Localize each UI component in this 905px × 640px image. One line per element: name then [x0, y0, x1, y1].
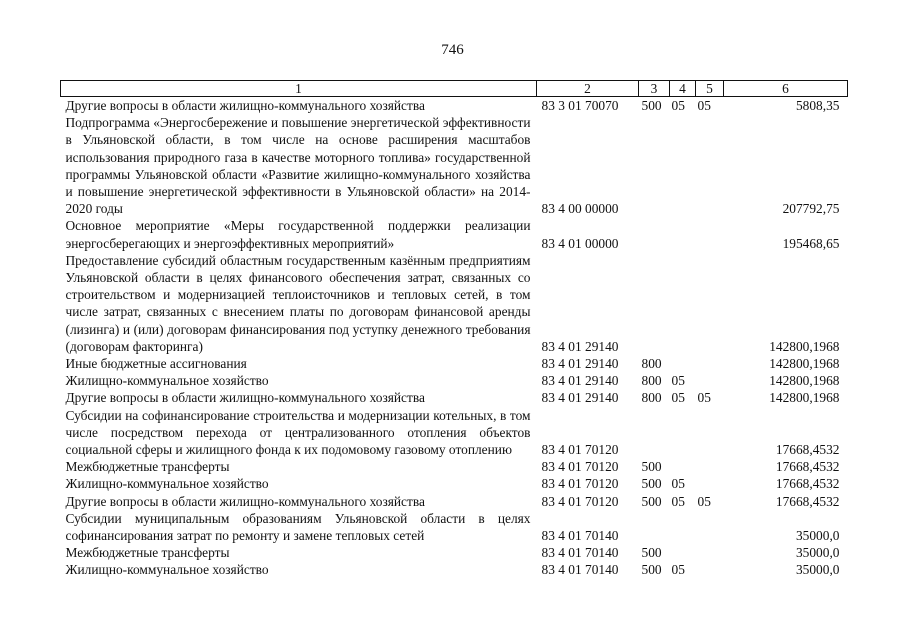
row-expense-type-cell: 500 [641, 562, 662, 578]
row-target-code-cell: 83 3 01 70070 [541, 98, 619, 113]
row-section-cell [670, 510, 696, 544]
row-target-code-cell: 83 4 01 70120 [541, 459, 619, 475]
row-section-cell [670, 458, 696, 475]
row-name-cell: Жилищно-коммунальное хозяйство [65, 562, 269, 578]
table-row [61, 252, 848, 355]
column-header-2: 2 [537, 81, 639, 97]
table-row [61, 97, 848, 115]
row-section-cell: 05 [671, 476, 685, 492]
row-amount-cell: 17668,4532 [775, 442, 840, 458]
row-expense-type-cell [639, 407, 670, 459]
table-row [61, 355, 848, 372]
row-expense-type-cell: 800 [641, 356, 662, 372]
table-row [61, 458, 848, 475]
row-amount-cell: 35000,0 [795, 562, 840, 578]
row-amount-cell: 142800,1968 [769, 390, 840, 406]
row-target-code-cell: 83 4 01 70140 [541, 545, 619, 561]
page-number: 746 [441, 42, 464, 58]
row-expense-type-cell: 500 [641, 98, 662, 113]
row-name-cell: Иные бюджетные ассигнования [65, 356, 247, 372]
row-section-cell: 05 [671, 98, 685, 113]
row-section-cell [670, 217, 696, 251]
row-subsection-cell: 05 [697, 390, 711, 406]
row-target-code-cell: 83 4 01 70120 [541, 476, 619, 492]
table-row [61, 493, 848, 510]
row-amount-cell: 17668,4532 [775, 493, 840, 509]
row-amount-cell: 35000,0 [795, 545, 840, 561]
row-amount-cell: 17668,4532 [775, 476, 840, 492]
row-name-cell: Подпрограмма «Энергосбережение и повышение энергетической эффективности в Ульяновской области, в том числе на основе расширения масштабов использования природного газа в качестве моторного топлива» государственной программы Ульяновской области «Развитие жилищно-коммунального хозяйства и повышение энергетической эффективности в Ульяновской области» на 2014-2020 годы [65, 115, 531, 217]
header-row [61, 81, 848, 97]
row-name-cell: Другие вопросы в области жилищно-коммунального хозяйства [65, 390, 425, 406]
row-name-cell: Межбюджетные трансферты [65, 545, 230, 561]
row-expense-type-cell [639, 217, 670, 251]
row-target-code-cell: 83 4 01 29140 [541, 356, 619, 372]
row-target-code-cell: 83 4 01 70120 [541, 442, 619, 458]
budget-table [60, 80, 848, 579]
column-header-4: 4 [670, 81, 696, 97]
row-amount-cell: 142800,1968 [769, 338, 840, 354]
row-name-cell: Межбюджетные трансферты [65, 459, 230, 475]
row-subsection-cell [696, 544, 724, 561]
table-row [61, 407, 848, 459]
row-section-cell [670, 114, 696, 217]
row-amount-cell: 207792,75 [782, 201, 840, 217]
row-name-cell: Жилищно-коммунальное хозяйство [65, 373, 269, 389]
row-target-code-cell: 83 4 01 29140 [541, 373, 619, 389]
row-name-cell: Жилищно-коммунальное хозяйство [65, 476, 269, 492]
row-target-code-cell: 83 4 01 70140 [541, 562, 619, 578]
row-section-cell [670, 544, 696, 561]
column-header-3: 3 [639, 81, 670, 97]
row-expense-type-cell [639, 252, 670, 355]
row-name-cell: Другие вопросы в области жилищно-коммунального хозяйства [65, 493, 425, 509]
row-section-cell [670, 355, 696, 372]
row-subsection-cell [696, 458, 724, 475]
row-expense-type-cell: 800 [641, 390, 662, 406]
row-section-cell [670, 252, 696, 355]
column-header-1: 1 [61, 81, 537, 97]
row-subsection-cell: 05 [697, 493, 711, 509]
row-amount-cell: 142800,1968 [769, 373, 840, 389]
row-target-code-cell: 83 4 01 00000 [541, 235, 619, 251]
row-target-code-cell: 83 4 01 29140 [541, 390, 619, 406]
row-expense-type-cell [639, 114, 670, 217]
row-subsection-cell [696, 510, 724, 544]
row-name-cell: Другие вопросы в области жилищно-коммунального хозяйства [65, 98, 425, 113]
row-expense-type-cell [639, 510, 670, 544]
table-row [61, 217, 848, 251]
row-subsection-cell [696, 475, 724, 492]
row-expense-type-cell: 500 [641, 459, 662, 475]
row-section-cell: 05 [671, 562, 685, 578]
row-subsection-cell [696, 114, 724, 217]
row-name-cell: Субсидии на софинансирование строительства и модернизации котельных, в том числе посредством перехода от централизованного отопления объектов социальной сферы и жилищного фонда к их подомовому газовому отоплению [65, 407, 531, 458]
row-subsection-cell [696, 217, 724, 251]
table-row [61, 114, 848, 217]
row-target-code-cell: 83 4 01 29140 [541, 338, 619, 354]
table-row [61, 389, 848, 406]
row-name-cell: Субсидии муниципальным образованиям Ульяновской области в целях софинансирования затрат по ремонту и замене тепловых сетей [65, 510, 531, 544]
column-header-5: 5 [696, 81, 724, 97]
row-target-code-cell: 83 4 01 70120 [541, 493, 619, 509]
row-target-code-cell: 83 4 01 70140 [541, 528, 619, 544]
row-subsection-cell: 05 [697, 98, 711, 113]
row-expense-type-cell: 500 [641, 545, 662, 561]
table-row [61, 510, 848, 544]
table-row [61, 372, 848, 389]
row-section-cell: 05 [671, 493, 685, 509]
row-section-cell: 05 [671, 390, 685, 406]
row-amount-cell: 195468,65 [782, 235, 840, 251]
column-header-6: 6 [724, 81, 848, 97]
table-row [61, 544, 848, 561]
row-subsection-cell [696, 252, 724, 355]
table-row [61, 561, 848, 578]
table-header [61, 81, 848, 97]
row-amount-cell: 142800,1968 [769, 356, 840, 372]
row-amount-cell: 5808,35 [795, 98, 840, 113]
table-row [61, 475, 848, 492]
row-subsection-cell [696, 355, 724, 372]
row-name-cell: Предоставление субсидий областным государственным казённым предприятиям Ульяновской области в целях финансового обеспечения затрат, связанных со строительством и модернизацией теплоисточников и тепловых сетей, в том числе затрат, связанных с внесением платы по договорам финансовой аренды (лизинга) и (или) договорам финансирования под уступку денежного требования (договорам факторинга) [65, 252, 531, 354]
row-subsection-cell [696, 561, 724, 578]
row-expense-type-cell: 500 [641, 476, 662, 492]
row-section-cell [670, 407, 696, 459]
row-subsection-cell [696, 407, 724, 459]
row-name-cell: Основное мероприятие «Меры государственной поддержки реализации энергосберегающих и энергоэффективных мероприятий» [65, 218, 531, 251]
row-amount-cell: 17668,4532 [775, 459, 840, 475]
row-section-cell: 05 [671, 373, 685, 389]
row-subsection-cell [696, 372, 724, 389]
table-body [61, 97, 848, 579]
row-amount-cell: 35000,0 [795, 528, 840, 544]
row-target-code-cell: 83 4 00 00000 [541, 201, 619, 217]
row-expense-type-cell: 500 [641, 493, 662, 509]
row-expense-type-cell: 800 [641, 373, 662, 389]
